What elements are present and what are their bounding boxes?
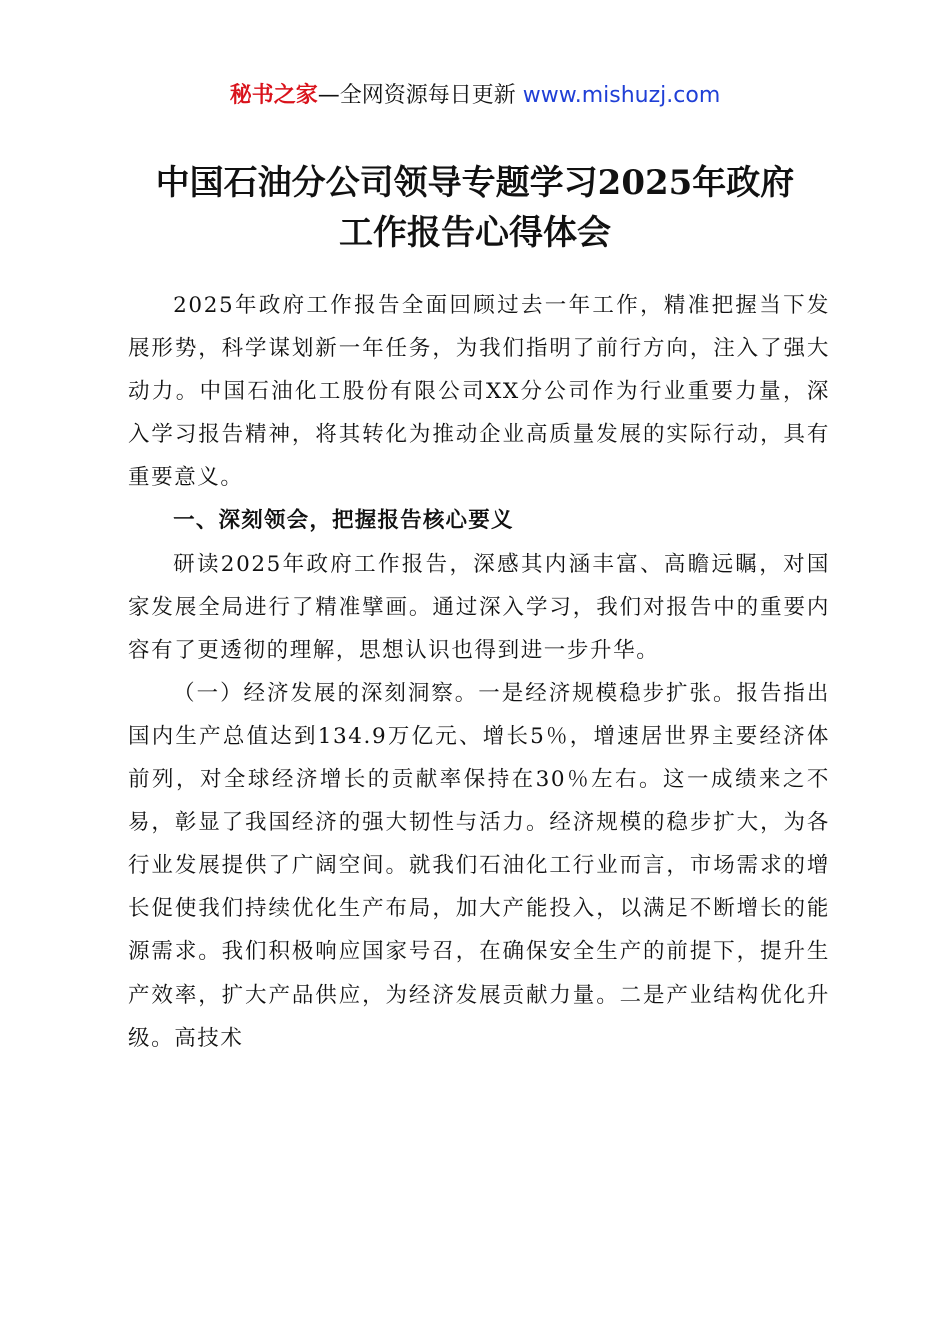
site-brand: 秘书之家 — [229, 83, 318, 108]
title-line-2: 工作报告心得体会 — [339, 213, 611, 253]
body-paragraph: 研读2025年政府工作报告，深感其内涵丰富、高瞻远瞩，对国家发展全局进行了精准擘画。通过深入学习，我们对报告中的重要内容有了更透彻的理解，思想认识也得到进一步升华。 — [128, 551, 830, 663]
document-body — [128, 284, 830, 1060]
site-url[interactable]: www.mishuzj.com — [522, 83, 721, 108]
site-header — [0, 80, 950, 112]
document-title — [120, 158, 830, 258]
title-line-1: 中国石油分公司领导专题学习2025年政府 — [155, 163, 795, 203]
body-paragraph: （一）经济发展的深刻洞察。一是经济规模稳步扩张。报告指出国内生产总值达到134.9万亿元、增长5％，增速居世界主要经济体前列，对全球经济增长的贡献率保持在30％左右。这一成绩来之不易，彰显了我国经济的强大韧性与活力。经济规模的稳步扩大，为各行业发展提供了广阔空间。就我们石油化工行业而言，市场需求的增长促使我们持续优化生产布局，加大产能投入，以满足不断增长的能源需求。我们积极响应国家号召，在确保安全生产的前提下，提升生产效率，扩大产品供应，为经济发展贡献力量。二是产业结构优化升级。高技术 — [128, 680, 830, 1051]
section-heading: 一、深刻领会，把握报告核心要义 — [173, 508, 514, 534]
site-tagline: —全网资源每日更新 — [317, 83, 516, 108]
intro-paragraph: 2025年政府工作报告全面回顾过去一年工作，精准把握当下发展形势，科学谋划新一年任务，为我们指明了前行方向，注入了强大动力。中国石油化工股份有限公司XX分公司作为行业重要力量，深入学习报告精神，将其转化为推动企业高质量发展的实际行动，具有重要意义。 — [128, 293, 830, 491]
